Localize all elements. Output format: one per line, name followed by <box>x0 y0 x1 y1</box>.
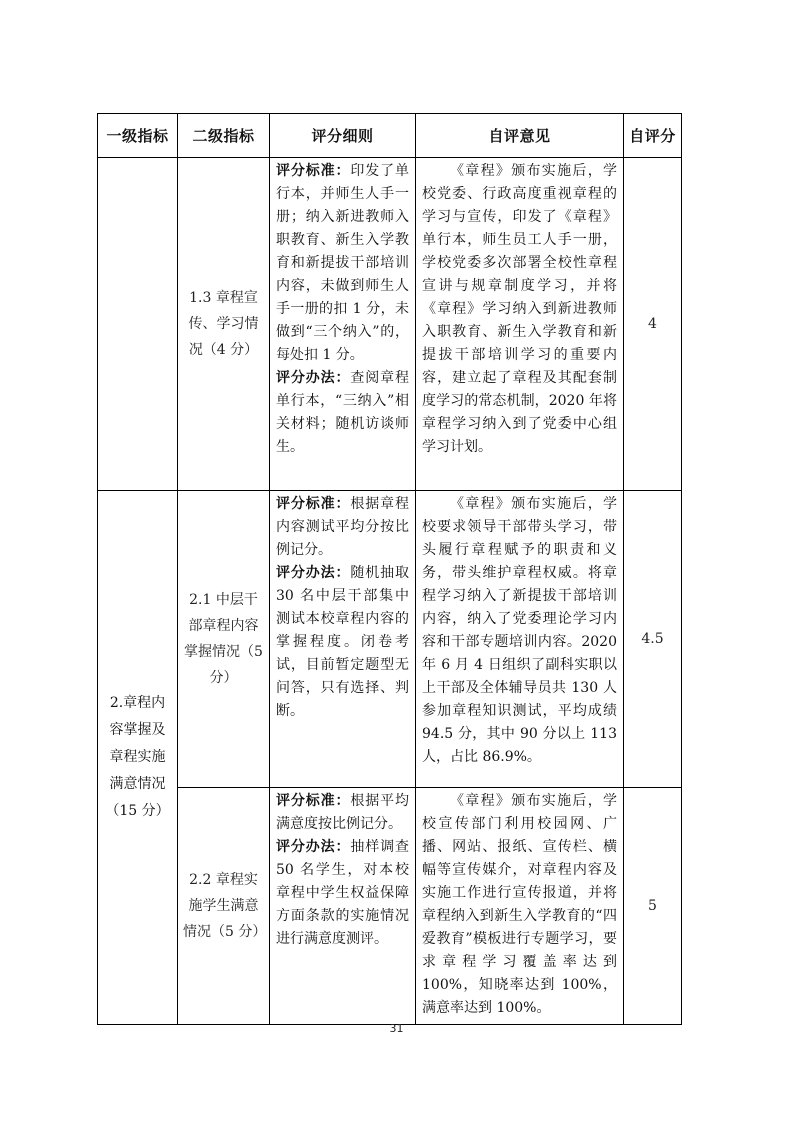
table-row <box>98 491 682 788</box>
standard-label: 评分标准： <box>276 163 351 179</box>
standard-text: 印发了单行本，并师生人手一册；纳入新进教师入职教育、新生入学教育和新提拔干部培训内容，未做到师生人手一册的扣 1 分，未做到“三个纳入”的，每处扣 1 分。 <box>276 163 409 363</box>
level1-cell <box>98 158 178 491</box>
method-text: 查阅章程单行本，“三纳入”相关材料；随机访谈师生。 <box>276 370 409 455</box>
self-score-cell: 5 <box>624 788 682 1025</box>
level2-cell: 2.2 章程实施学生满意情况（5 分） <box>178 788 270 1025</box>
self-evaluation-cell: 《章程》颁布实施后，学校宣传部门利用校园网、广播、网站、报纸、宣传栏、横幅等宣传媒介，对章程内容及实施工作进行宣传报道，并将章程纳入到新生入学教育的“四爱教育”模板进行专题学习，要求章程学习覆盖率达到 100%，知晓率达到 100%，满意率达到 100%。 <box>416 788 624 1025</box>
evaluation-table <box>97 113 682 1025</box>
level2-cell: 1.3 章程宣传、学习情况（4 分） <box>178 158 270 491</box>
level2-cell: 2.1 中层干部章程内容掌握情况（5 分） <box>178 491 270 788</box>
header-self-evaluation: 自评意见 <box>416 114 624 158</box>
standard-label: 评分标准： <box>276 496 351 512</box>
page-number: 31 <box>389 1022 404 1035</box>
table-header <box>98 114 682 158</box>
scoring-details-cell <box>270 158 416 491</box>
self-score-cell: 4.5 <box>624 491 682 788</box>
header-level2: 二级指标 <box>178 114 270 158</box>
header-row <box>98 114 682 158</box>
method-text: 随机抽取 30 名中层干部集中测试本校章程内容的掌握程度。闭卷考试，目前暂定题型无问答，只有选择、判断。 <box>276 565 409 719</box>
standard-text: 根据平均满意度按比例记分。 <box>276 793 409 832</box>
method-label: 评分办法： <box>276 370 351 386</box>
scoring-details-cell <box>270 491 416 788</box>
header-self-score: 自评分 <box>624 114 682 158</box>
method-text: 抽样调查 50 名学生，对本校章程中学生权益保障方面条款的实施情况进行满意度测评。 <box>276 839 409 947</box>
method-label: 评分办法： <box>276 839 351 855</box>
table-row <box>98 158 682 491</box>
self-evaluation-cell: 《章程》颁布实施后，学校党委、行政高度重视章程的学习与宣传，印发了《章程》单行本，师生员工人手一册，学校党委多次部署全校性章程宣讲与规章制度学习，并将《章程》学习纳入到新进教师入职教育、新生入学教育和新提拔干部培训学习的重要内容，建立起了章程及其配套制度学习的常态机制，2020 年将章程学习纳入到了党委中心组学习计划。 <box>416 158 624 491</box>
table-row <box>98 788 682 1025</box>
method-label: 评分办法： <box>276 565 351 581</box>
level1-cell: 2.章程内容掌握及章程实施满意情况（15 分） <box>98 491 178 1025</box>
self-evaluation-cell: 《章程》颁布实施后，学校要求领导干部带头学习，带头履行章程赋予的职责和义务，带头维护章程权威。将章程学习纳入了新提拔干部培训内容，纳入了党委理论学习内容和干部专题培训内容。2020 年 6 月 4 日组织了副科实职以上干部及全体辅导员共 130 人参加章程知识测试，平均成绩 94.5 分，其中 90 分以上 113 人，占比 86.9%。 <box>416 491 624 788</box>
standard-text: 根据章程内容测试平均分按比例记分。 <box>276 496 409 558</box>
header-level1: 一级指标 <box>98 114 178 158</box>
scoring-details-cell <box>270 788 416 1025</box>
standard-label: 评分标准： <box>276 793 351 809</box>
header-scoring-details: 评分细则 <box>270 114 416 158</box>
self-score-cell: 4 <box>624 158 682 491</box>
